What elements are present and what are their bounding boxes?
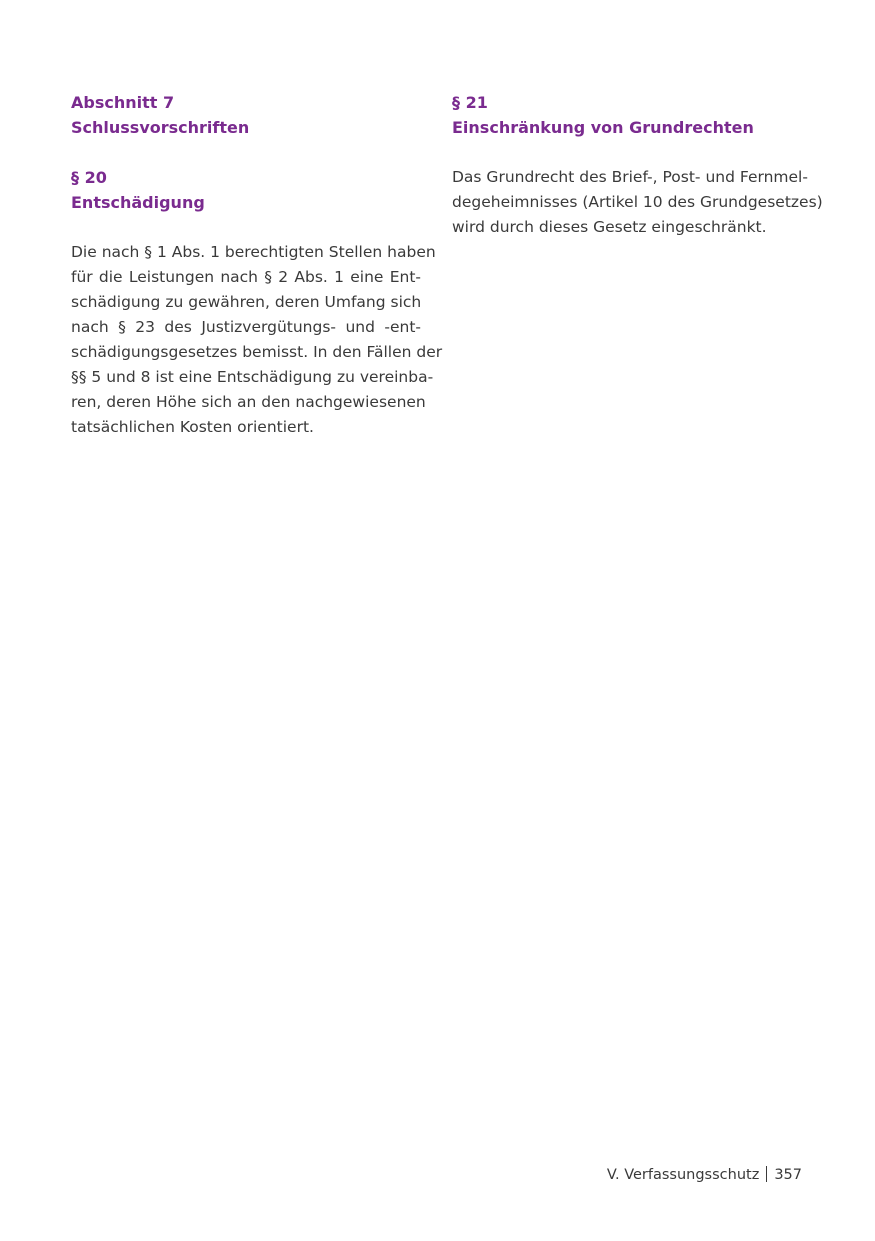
body-line: tatsächlichen Kosten orientiert.	[71, 418, 314, 436]
body-line: schädigungsgesetzes bemisst. In den Fällen der	[71, 343, 443, 361]
section-title: Schlussvorschriften	[71, 118, 250, 137]
body-line: Die nach § 1 Abs. 1 berechtigten Stellen haben	[71, 243, 436, 261]
section-number: Abschnitt 7	[71, 93, 175, 112]
paragraph-21-title: Einschränkung von Grundrechten	[452, 118, 754, 137]
body-line: nach § 23 des Justizvergütungs- und -ent-	[71, 318, 421, 336]
body-line: ren, deren Höhe sich an den nachgewiesenen	[71, 393, 426, 411]
body-line: degeheimnisses (Artikel 10 des Grundgesetzes)	[452, 193, 823, 211]
paragraph-20-title: Entschädigung	[71, 193, 205, 212]
paragraph-21-body	[452, 165, 823, 240]
body-line: schädigung zu gewähren, deren Umfang sich	[71, 293, 422, 311]
footer-chapter: V. Verfassungsschutz	[606, 1167, 760, 1183]
page-number: 357	[774, 1167, 802, 1183]
body-line: Das Grundrecht des Brief-, Post- und Fernmel-	[452, 168, 808, 186]
body-line: §§ 5 und 8 ist eine Entschädigung zu vereinba-	[71, 368, 434, 386]
page-footer	[607, 1165, 802, 1185]
paragraph-20-body	[71, 240, 443, 440]
paragraph-20-number: § 20	[71, 168, 107, 187]
footer-divider	[766, 1166, 767, 1182]
body-line: wird durch dieses Gesetz eingeschränkt.	[452, 218, 767, 236]
paragraph-21-number: § 21	[452, 93, 488, 112]
body-line: für die Leistungen nach § 2 Abs. 1 eine Ent-	[71, 268, 421, 286]
